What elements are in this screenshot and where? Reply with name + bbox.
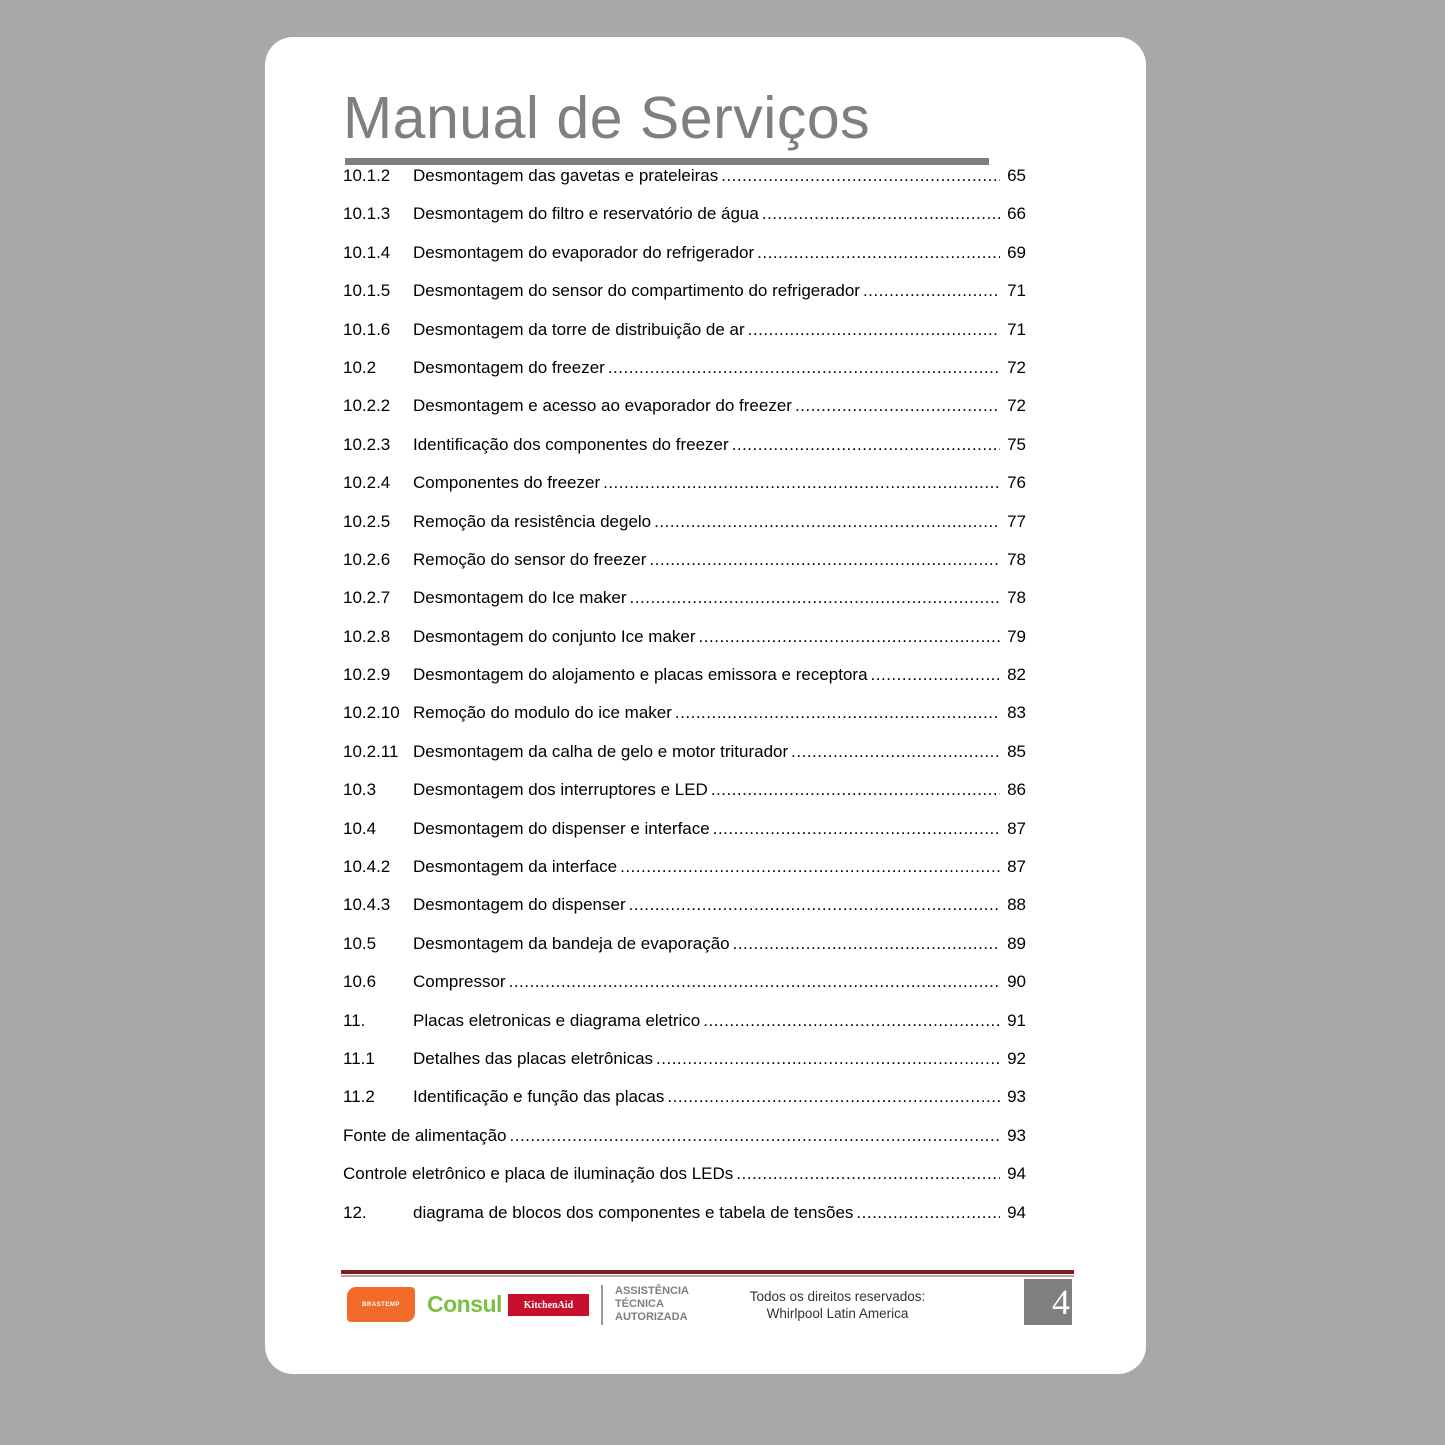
toc-row[interactable] (343, 166, 1026, 204)
toc-section-number: 10.1.6 (343, 319, 391, 339)
toc-row[interactable] (343, 627, 1026, 665)
authorized-service-label (615, 1285, 689, 1324)
toc-section-number: 10.4.3 (343, 895, 391, 915)
title-underline (345, 158, 989, 165)
toc-page-number: 76 (1007, 473, 1026, 493)
toc-section-title: Identificação e função das placas (413, 1087, 665, 1107)
toc-row[interactable] (343, 1049, 1026, 1087)
toc-page-number: 79 (1007, 626, 1026, 646)
toc-section-title: Identificação dos componentes do freezer (413, 434, 729, 454)
toc-section-title: Compressor (413, 972, 506, 992)
toc-row[interactable] (343, 396, 1026, 434)
toc-page-number: 93 (1007, 1087, 1026, 1107)
toc-row[interactable] (343, 1011, 1026, 1049)
toc-section-number: 10.5 (343, 933, 377, 953)
toc-page-number: 87 (1007, 857, 1026, 877)
toc-dot-leader (748, 320, 1000, 340)
toc-dot-leader (732, 435, 1000, 455)
toc-row[interactable] (343, 1087, 1026, 1125)
toc-section-title: diagrama de blocos dos componentes e tabela de tensões (413, 1202, 854, 1222)
toc-page-number: 92 (1007, 1048, 1026, 1068)
toc-dot-leader (856, 1203, 1000, 1223)
toc-section-number: 10.2.9 (343, 665, 391, 685)
toc-dot-leader (795, 396, 1000, 416)
toc-section-title: Controle eletrônico e placa de iluminação dos LEDs (343, 1164, 734, 1184)
rights-notice (735, 1288, 940, 1322)
toc-row[interactable] (343, 588, 1026, 626)
consul-logo: Consul (427, 1291, 502, 1317)
toc-section-number: 10.3 (343, 780, 377, 800)
toc-section-title: Desmontagem da calha de gelo e motor triturador (413, 741, 789, 761)
toc-row[interactable] (343, 1203, 1026, 1241)
toc-page-number: 85 (1007, 741, 1026, 761)
toc-page-number: 65 (1007, 166, 1026, 185)
toc-dot-leader (603, 473, 1000, 493)
toc-dot-leader (509, 972, 1000, 992)
toc-section-number: 10.2.11 (343, 741, 399, 761)
toc-row[interactable] (343, 358, 1026, 396)
toc-section-number: 10.1.4 (343, 242, 391, 262)
page-number: 4 (1024, 1279, 1072, 1325)
toc-dot-leader (649, 550, 1000, 570)
brastemp-logo: BRASTEMP (347, 1287, 415, 1322)
toc-section-title: Desmontagem das gavetas e prateleiras (413, 166, 719, 185)
toc-section-number: 10.2.4 (343, 473, 391, 493)
toc-dot-leader (630, 588, 1000, 608)
toc-dot-leader (721, 166, 1000, 186)
toc-page-number: 78 (1007, 588, 1026, 608)
toc-row[interactable] (343, 742, 1026, 780)
toc-section-title: Remoção do sensor do freezer (413, 549, 647, 569)
toc-section-title: Desmontagem do sensor do compartimento do refrigerador (413, 281, 860, 301)
toc-dot-leader (667, 1087, 1000, 1107)
toc-section-number: 10.1.3 (343, 204, 391, 224)
toc-section-title: Desmontagem dos interruptores e LED (413, 780, 708, 800)
toc-page-number: 82 (1007, 665, 1026, 685)
toc-page-number: 75 (1007, 434, 1026, 454)
toc-dot-leader (871, 665, 1000, 685)
toc-section-number: 10.2.6 (343, 549, 391, 569)
toc-page-number: 72 (1007, 396, 1026, 416)
toc-row[interactable] (343, 550, 1026, 588)
toc-page-number: 69 (1007, 242, 1026, 262)
toc-section-title: Placas eletronicas e diagrama eletrico (413, 1010, 701, 1030)
toc-section-number: 11. (343, 1010, 366, 1030)
toc-page-number: 86 (1007, 780, 1026, 800)
toc-row[interactable] (343, 1164, 1026, 1202)
toc-section-title: Desmontagem do dispenser (413, 895, 626, 915)
toc-section-number: 10.1.5 (343, 281, 391, 301)
toc-section-title: Desmontagem do evaporador do refrigerador (413, 242, 755, 262)
rights-line-2: Whirlpool Latin America (766, 1306, 909, 1321)
toc-dot-leader (863, 281, 1000, 301)
toc-dot-leader (711, 780, 1000, 800)
toc-section-title: Desmontagem do conjunto Ice maker (413, 626, 696, 646)
toc-section-number: 10.2.7 (343, 588, 391, 608)
toc-row[interactable] (343, 1126, 1026, 1164)
toc-section-title: Detalhes das placas eletrônicas (413, 1048, 654, 1068)
toc-section-title: Remoção do modulo do ice maker (413, 703, 672, 723)
toc-section-number: 11.1 (343, 1048, 375, 1068)
toc-row[interactable] (343, 665, 1026, 703)
toc-page-number: 91 (1007, 1010, 1026, 1030)
table-of-contents (343, 166, 1026, 1241)
toc-page-number: 88 (1007, 895, 1026, 915)
toc-row[interactable] (343, 780, 1026, 818)
toc-row[interactable] (343, 972, 1026, 1010)
footer-rule (341, 1270, 1074, 1274)
toc-section-title: Desmontagem e acesso ao evaporador do freezer (413, 396, 792, 416)
toc-section-title: Remoção da resistência degelo (413, 511, 652, 531)
toc-dot-leader (620, 857, 1000, 877)
toc-section-title: Fonte de alimentação (343, 1125, 507, 1145)
toc-dot-leader (656, 1049, 1000, 1069)
toc-page-number: 90 (1007, 972, 1026, 992)
toc-section-number: 10.4 (343, 818, 377, 838)
rights-line-1: Todos os direitos reservados: (749, 1289, 926, 1304)
toc-section-number: 10.2.5 (343, 511, 391, 531)
footer-rule-light (341, 1275, 1074, 1277)
toc-row[interactable] (343, 512, 1026, 550)
toc-dot-leader (699, 627, 1000, 647)
page-title: Manual de Serviços (343, 85, 871, 151)
document-page (265, 37, 1146, 1374)
toc-row[interactable] (343, 857, 1026, 895)
toc-page-number: 78 (1007, 549, 1026, 569)
toc-section-title: Desmontagem do filtro e reservatório de água (413, 204, 759, 224)
toc-row[interactable] (343, 320, 1026, 358)
toc-page-number: 83 (1007, 703, 1026, 723)
toc-dot-leader (736, 1164, 1000, 1184)
toc-section-title: Componentes do freezer (413, 473, 601, 493)
logo-divider (601, 1285, 603, 1325)
toc-section-number: 10.2 (343, 357, 377, 377)
toc-section-number: 10.1.2 (343, 166, 391, 185)
kitchenaid-logo: KitchenAid (508, 1294, 589, 1316)
toc-row[interactable] (343, 473, 1026, 511)
toc-dot-leader (629, 895, 1000, 915)
toc-row[interactable] (343, 281, 1026, 319)
toc-section-title: Desmontagem da bandeja de evaporação (413, 933, 730, 953)
toc-section-title: Desmontagem do dispenser e interface (413, 818, 710, 838)
toc-dot-leader (608, 358, 1000, 378)
toc-dot-leader (675, 703, 1000, 723)
toc-section-number: 10.2.8 (343, 626, 391, 646)
toc-section-number: 11.2 (343, 1087, 375, 1107)
toc-row[interactable] (343, 435, 1026, 473)
toc-section-number: 10.2.3 (343, 434, 391, 454)
toc-dot-leader (733, 934, 1000, 954)
toc-section-number: 10.4.2 (343, 857, 391, 877)
toc-page-number: 94 (1007, 1164, 1026, 1184)
toc-dot-leader (703, 1011, 1000, 1031)
toc-section-title: Desmontagem do alojamento e placas emissora e receptora (413, 665, 868, 685)
toc-page-number: 71 (1007, 319, 1026, 339)
toc-page-number: 94 (1007, 1202, 1026, 1222)
assist-line-2: TÉCNICA (615, 1298, 664, 1310)
toc-page-number: 72 (1007, 357, 1026, 377)
toc-page-number: 66 (1007, 204, 1026, 224)
toc-section-title: Desmontagem do Ice maker (413, 588, 627, 608)
assist-line-3: AUTORIZADA (615, 1311, 688, 1323)
toc-page-number: 93 (1007, 1125, 1026, 1145)
toc-dot-leader (510, 1126, 1001, 1146)
toc-page-number: 71 (1007, 281, 1026, 301)
toc-row[interactable] (343, 895, 1026, 933)
toc-dot-leader (762, 204, 1000, 224)
toc-section-number: 10.2.10 (343, 703, 400, 723)
toc-dot-leader (654, 512, 1000, 532)
assist-line-1: ASSISTÊNCIA (615, 1285, 689, 1297)
toc-dot-leader (757, 243, 1000, 263)
toc-page-number: 87 (1007, 818, 1026, 838)
toc-row[interactable] (343, 703, 1026, 741)
toc-row[interactable] (343, 819, 1026, 857)
toc-page-number: 89 (1007, 933, 1026, 953)
toc-section-title: Desmontagem da torre de distribuição de ar (413, 319, 745, 339)
toc-dot-leader (791, 742, 1000, 762)
toc-row[interactable] (343, 934, 1026, 972)
toc-section-number: 10.6 (343, 972, 377, 992)
toc-row[interactable] (343, 243, 1026, 281)
toc-section-title: Desmontagem do freezer (413, 357, 605, 377)
toc-row[interactable] (343, 204, 1026, 242)
toc-section-number: 12. (343, 1202, 367, 1222)
toc-dot-leader (713, 819, 1000, 839)
toc-section-title: Desmontagem da interface (413, 857, 618, 877)
toc-page-number: 77 (1007, 511, 1026, 531)
toc-section-number: 10.2.2 (343, 396, 391, 416)
